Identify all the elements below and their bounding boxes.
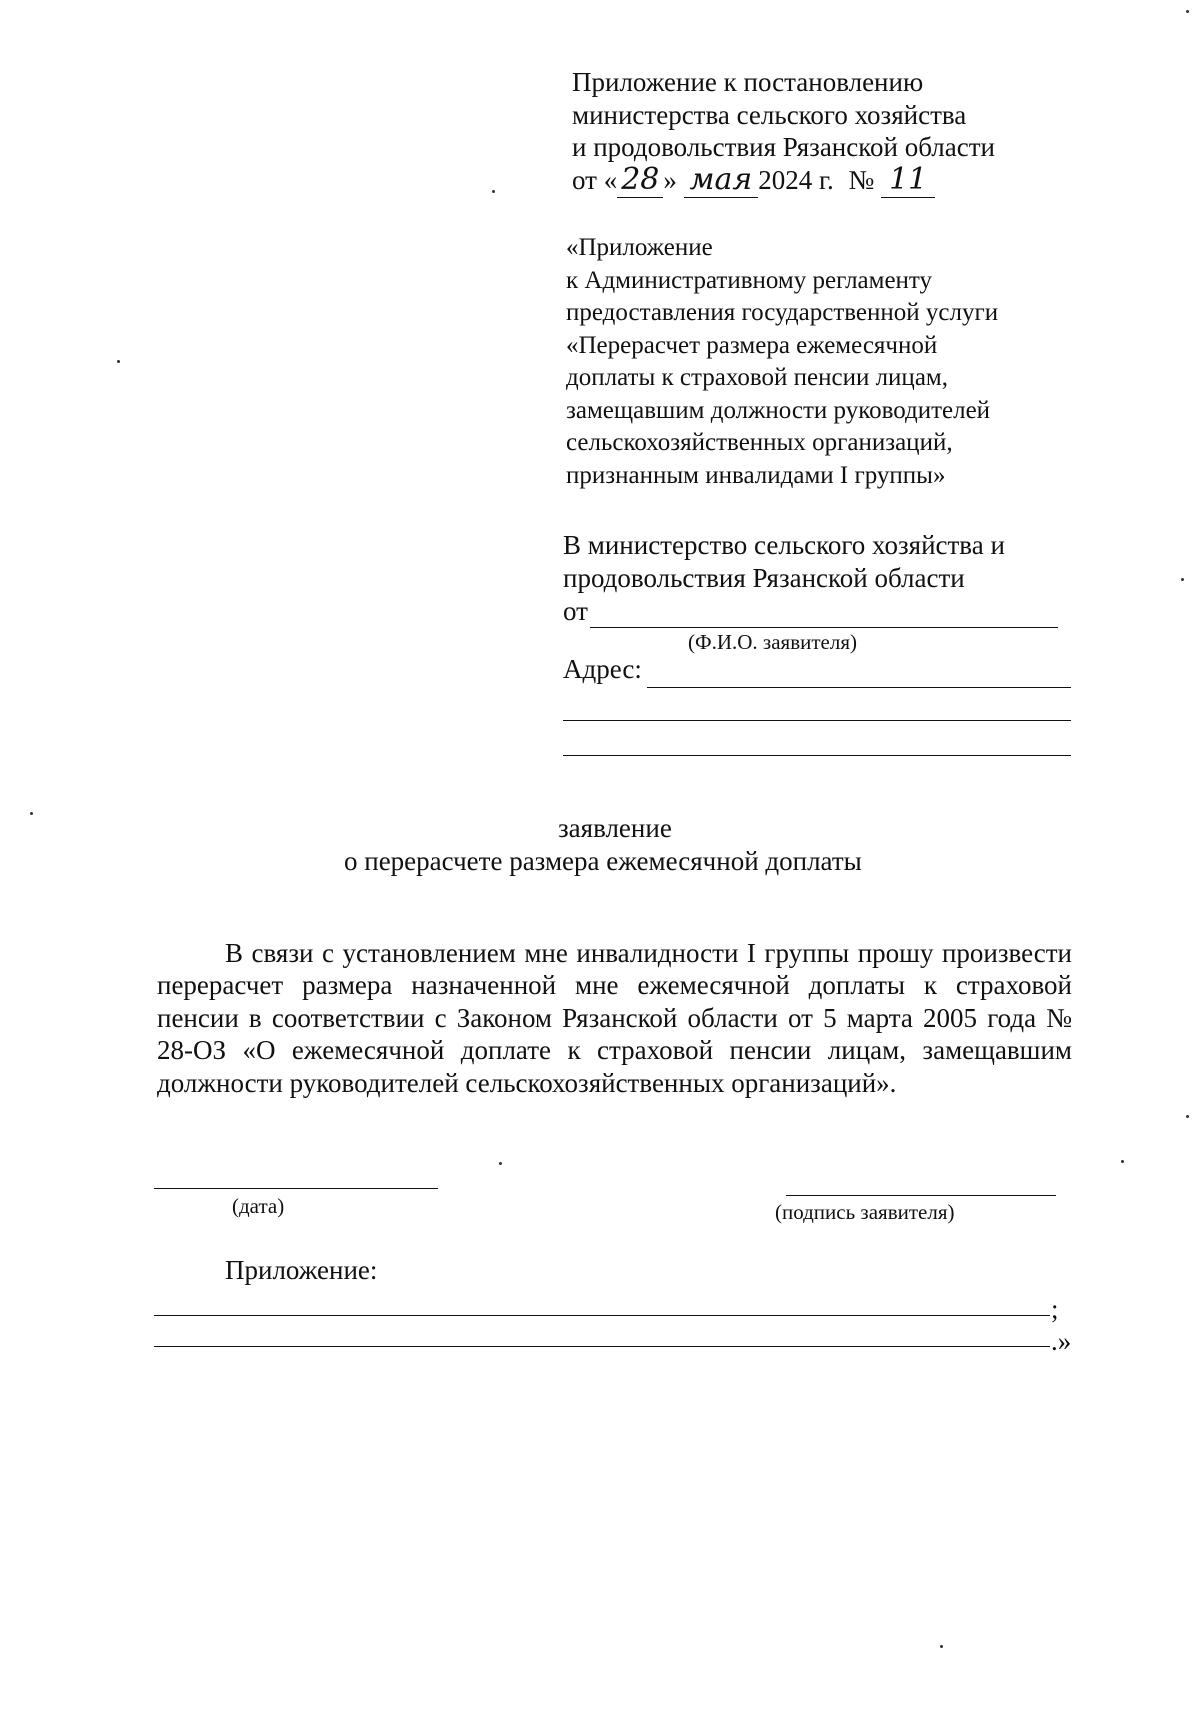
appendix-line: «Приложение xyxy=(566,234,713,261)
addressee-line: продовольствия Рязанской области xyxy=(563,562,965,593)
date-prefix: от « xyxy=(572,164,618,195)
header-line: и продовольствия Рязанской области xyxy=(572,132,995,162)
appendix-line: сельскохозяйственных организаций, xyxy=(566,429,953,456)
appendix-line: к Административному регламенту xyxy=(566,266,933,294)
addressee-block xyxy=(563,529,1005,594)
title-line: о перерасчете размера ежемесячной доплаты xyxy=(344,845,862,876)
attachment-end-mark: .» xyxy=(1051,1326,1072,1356)
number-handwritten: 11 xyxy=(881,162,935,198)
appendix-line: замещавшим должности руководителей xyxy=(566,396,991,424)
header-line: Приложение к постановлению xyxy=(572,67,924,97)
scan-speck xyxy=(1181,578,1184,581)
scan-speck xyxy=(30,812,33,815)
application-title xyxy=(0,812,1200,877)
header-line: министерства сельского хозяйства xyxy=(572,99,967,130)
scan-speck xyxy=(1186,10,1189,13)
appendix-line: «Перерасчет размера ежемесячной xyxy=(566,331,938,359)
scan-speck xyxy=(492,190,495,193)
signature-field-line[interactable] xyxy=(786,1195,1056,1196)
scan-speck xyxy=(1121,1160,1124,1163)
appendix-line: предоставления государственной услуги xyxy=(566,299,999,326)
address-field-line[interactable] xyxy=(647,687,1071,688)
header-date-line xyxy=(572,161,995,197)
scan-speck xyxy=(1186,1115,1189,1118)
date-field-line[interactable] xyxy=(154,1188,438,1189)
address-field-line[interactable] xyxy=(563,755,1071,756)
application-body: В связи с установлением мне инвалидности I группы прошу произвести перерасчет размера назначенной мне ежемесячной доплаты к страховой пенсии в соответствии с Законом Рязанской области от 5 марта 2005 года № 28-ОЗ «О ежемесячной доплате к страховой пенсии лицам, замещавшим должности руководителей сельскохозяйственных организаций». xyxy=(157,938,1072,1098)
appendix-block xyxy=(566,232,998,492)
address-field-line[interactable] xyxy=(563,720,1071,721)
date-caption: (дата) xyxy=(232,1194,285,1218)
addressee-line: В министерство сельского хозяйства и xyxy=(563,530,1005,560)
scan-speck xyxy=(117,360,120,363)
attachment-end-mark: ; xyxy=(1051,1294,1059,1324)
date-sep: » xyxy=(663,164,677,195)
address-label: Адрес: xyxy=(563,654,642,684)
appendix-line: доплаты к страховой пенсии лицам, xyxy=(566,364,948,391)
signature-caption: (подпись заявителя) xyxy=(775,1200,955,1224)
fio-field-line[interactable] xyxy=(590,627,1058,628)
date-year: 2024 г. xyxy=(758,164,834,195)
resolution-header xyxy=(572,66,995,196)
number-prefix: № xyxy=(848,164,875,195)
appendix-line: признанным инвалидами I группы» xyxy=(566,461,946,489)
scan-speck xyxy=(499,1162,502,1165)
scan-speck xyxy=(940,1645,943,1648)
date-month-handwritten: мая xyxy=(684,162,759,198)
from-label: от xyxy=(563,596,588,626)
title-line: заявление xyxy=(558,813,672,843)
attachment-field-line[interactable] xyxy=(154,1346,1050,1347)
date-day-handwritten: 28 xyxy=(617,162,663,198)
fio-caption: (Ф.И.О. заявителя) xyxy=(688,630,857,654)
attachments-label: Приложение: xyxy=(225,1255,378,1285)
attachment-field-line[interactable] xyxy=(154,1315,1050,1316)
